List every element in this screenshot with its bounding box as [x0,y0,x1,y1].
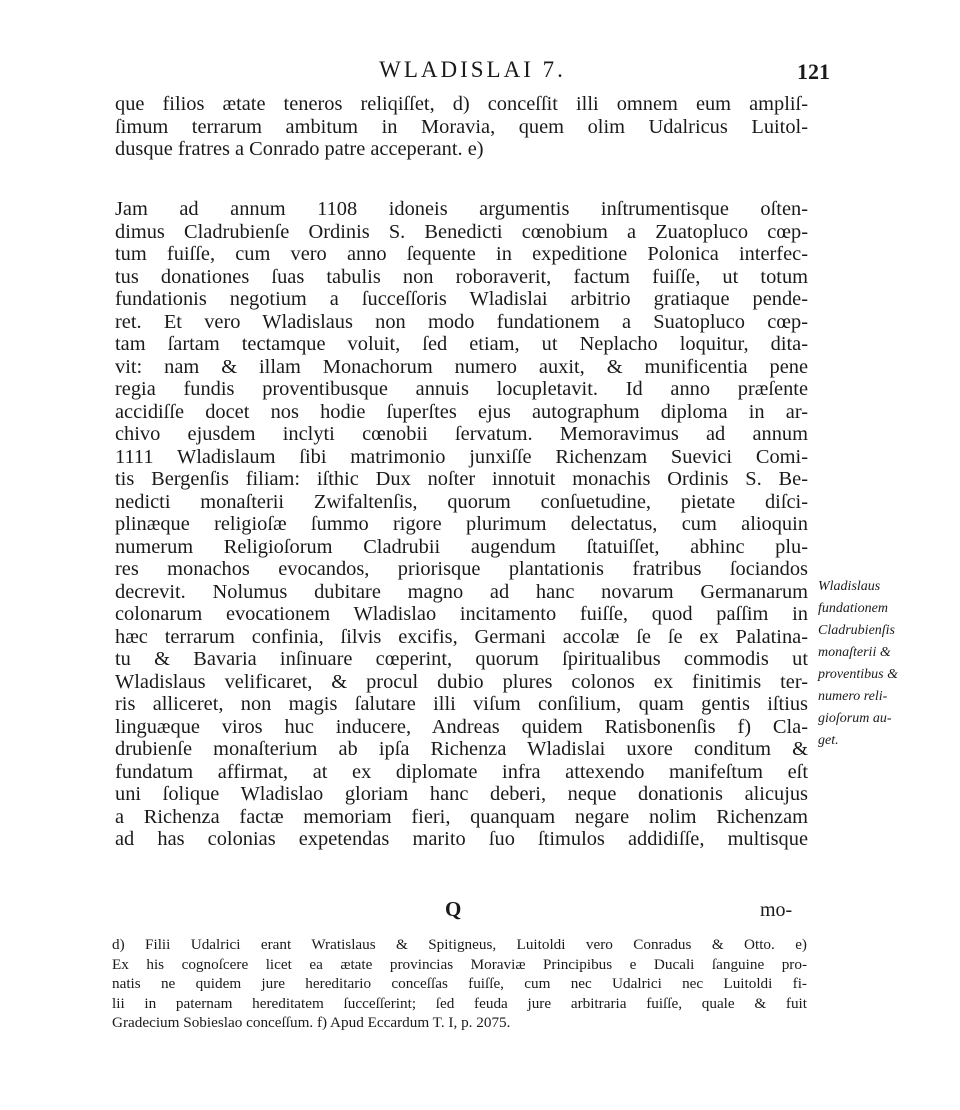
text-line: ret. Et vero Wladislaus non modo fundationem a Suatopluco cœp- [115,310,808,333]
text-line: tam ſartam tectamque voluit, ſed etiam, ut Neplacho loquitur, dita- [115,333,808,355]
text-line: dusque fratres a Conrado patre acceperant. e) [115,138,484,160]
text-line: ris alliceret, non magis ſalutare illi viſum conſilium, quam gentis iſtius [115,693,808,715]
footnote-line: lii in paternam hereditatem ſucceſſerint; ſed feuda jure arbitraria fuiſſe, quale & fuit [112,994,807,1012]
footnote-line: Ex his cognoſcere licet ea ætate provincias Moraviæ Principibus e Ducali ſanguine pro- [112,955,807,973]
text-line: decrevit. Nolumus dubitare magno ad hanc novarum Germanarum [115,580,808,603]
text-line: 1111 Wladislaum ſibi matrimonio junxiſſe Richenzam Suevici Comi- [115,445,808,468]
margin-note [818,576,953,752]
margin-note-line: fundationem [818,601,888,616]
text-line: a Richenza factæ memoriam fieri, quanquam negare nolim Richenzam [115,805,808,828]
footnote-line: natis ne quidem jure hereditario conceſſas fuiſſe, cum nec Udalrici nec Luitoldi fi- [112,975,807,993]
text-line: hæc terrarum confinia, ſilvis excifis, Germani accolæ ſe ſe ex Palatina- [115,625,808,648]
text-line: tu & Bavaria inſinuare cœperint, quorum ſpiritualibus commodis ut [115,648,808,670]
text-line: numerum Religioſorum Cladrubii augendum ſtatuiſſet, abhinc plu- [115,535,808,558]
text-line: linguæque viros huc inducere, Andreas quidem Ratisbonenſis f) Cla- [115,715,808,738]
paragraph-1 [115,93,808,161]
margin-note-line: get. [818,733,839,748]
text-line: res monachos evocandos, priorisque plantationis fratribus ſociandos [115,558,808,580]
catchword: mo- [760,899,793,921]
margin-note-line: Wladislaus [818,579,881,594]
running-title: WLADISLAI 7. [379,57,566,82]
paragraph-2 [115,198,808,851]
text-line: fundatum affirmat, at ex diplomate infra attexendo manifeſtum eſt [115,760,808,783]
margin-note-line: gioſorum au- [818,711,892,726]
text-line: accidiſſe docet nos hodie ſuperſtes ejus autographum diploma in ar- [115,400,808,423]
text-line: ad has colonias expetendas marito ſuo ſtimulos addidiſſe, multisque [115,828,808,850]
margin-note-line: proventibus & [818,667,898,682]
text-line: que filios ætate teneros reliqiſſet, d) conceſſit illi omnem eum ampliſ- [115,93,808,115]
margin-note-line: numero reli- [818,689,888,704]
text-line: uni ſolique Wladislao gloriam hanc deberi, neque donationis alicujus [115,783,808,805]
text-line: vit: nam & illam Monachorum numero auxit, & munificentia pene [115,355,808,378]
text-line: nedicti monaſterii Zwifaltenſis, quorum conſuetudine, pietate diſci- [115,490,808,513]
footnote-line: Gradecium Sobieslao conceſſum. f) Apud Eccardum T. I, p. 2075. [112,1014,511,1032]
footnote-line: d) Filii Udalrici erant Wratislaus & Spitigneus, Luitoldi vero Conradus & Otto. e) [112,936,807,953]
text-line: tis Bergenſis filiam: iſthic Dux noſter innotuit monachis Ordinis S. Be- [115,468,808,490]
text-line: fundationis negotium a ſucceſſoris Wladislai arbitrio gratiaque pende- [115,288,808,310]
text-line: plinæque religioſæ ſummo rigore plurimum delectatus, cum alioquin [115,513,808,535]
signature-mark: Q [445,897,462,921]
text-line: drubienſe monaſterium ab ipſa Richenza Wladislai uxore conditum & [115,738,808,760]
text-line: colonarum evocationem Wladislao incitamento fuiſſe, quod paſſim in [115,603,808,625]
footnotes [112,935,807,1033]
margin-note-line: Cladrubienſis [818,623,896,638]
running-header [115,55,830,89]
text-line: Jam ad annum 1108 idoneis argumentis inſtrumentisque oſten- [115,198,808,220]
text-line: ſimum terrarum ambitum in Moravia, quem olim Udalricus Luitol- [115,115,808,138]
text-line: tus donationes ſuas tabulis non roboraverit, factum fuiſſe, ut totum [115,265,808,288]
text-line: tum fuiſſe, cum vero anno ſequente in expeditione Polonica interfec- [115,243,808,265]
page-number: 121 [797,59,830,84]
text-line: regia fundis proventibusque annuis locupletavit. Id anno præſente [115,378,808,400]
text-line: Wladislaus velificaret, & procul dubio plures colonos ex finitimis ter- [115,670,808,693]
text-line: dimus Cladrubienſe Ordinis S. Benedicti cœnobium a Zuatopluco cœp- [115,220,808,243]
margin-note-line: monaſterii & [818,645,891,660]
text-line: chivo ejusdem inclyti cœnobii ſervatum. Memoravimus ad annum [115,423,808,445]
